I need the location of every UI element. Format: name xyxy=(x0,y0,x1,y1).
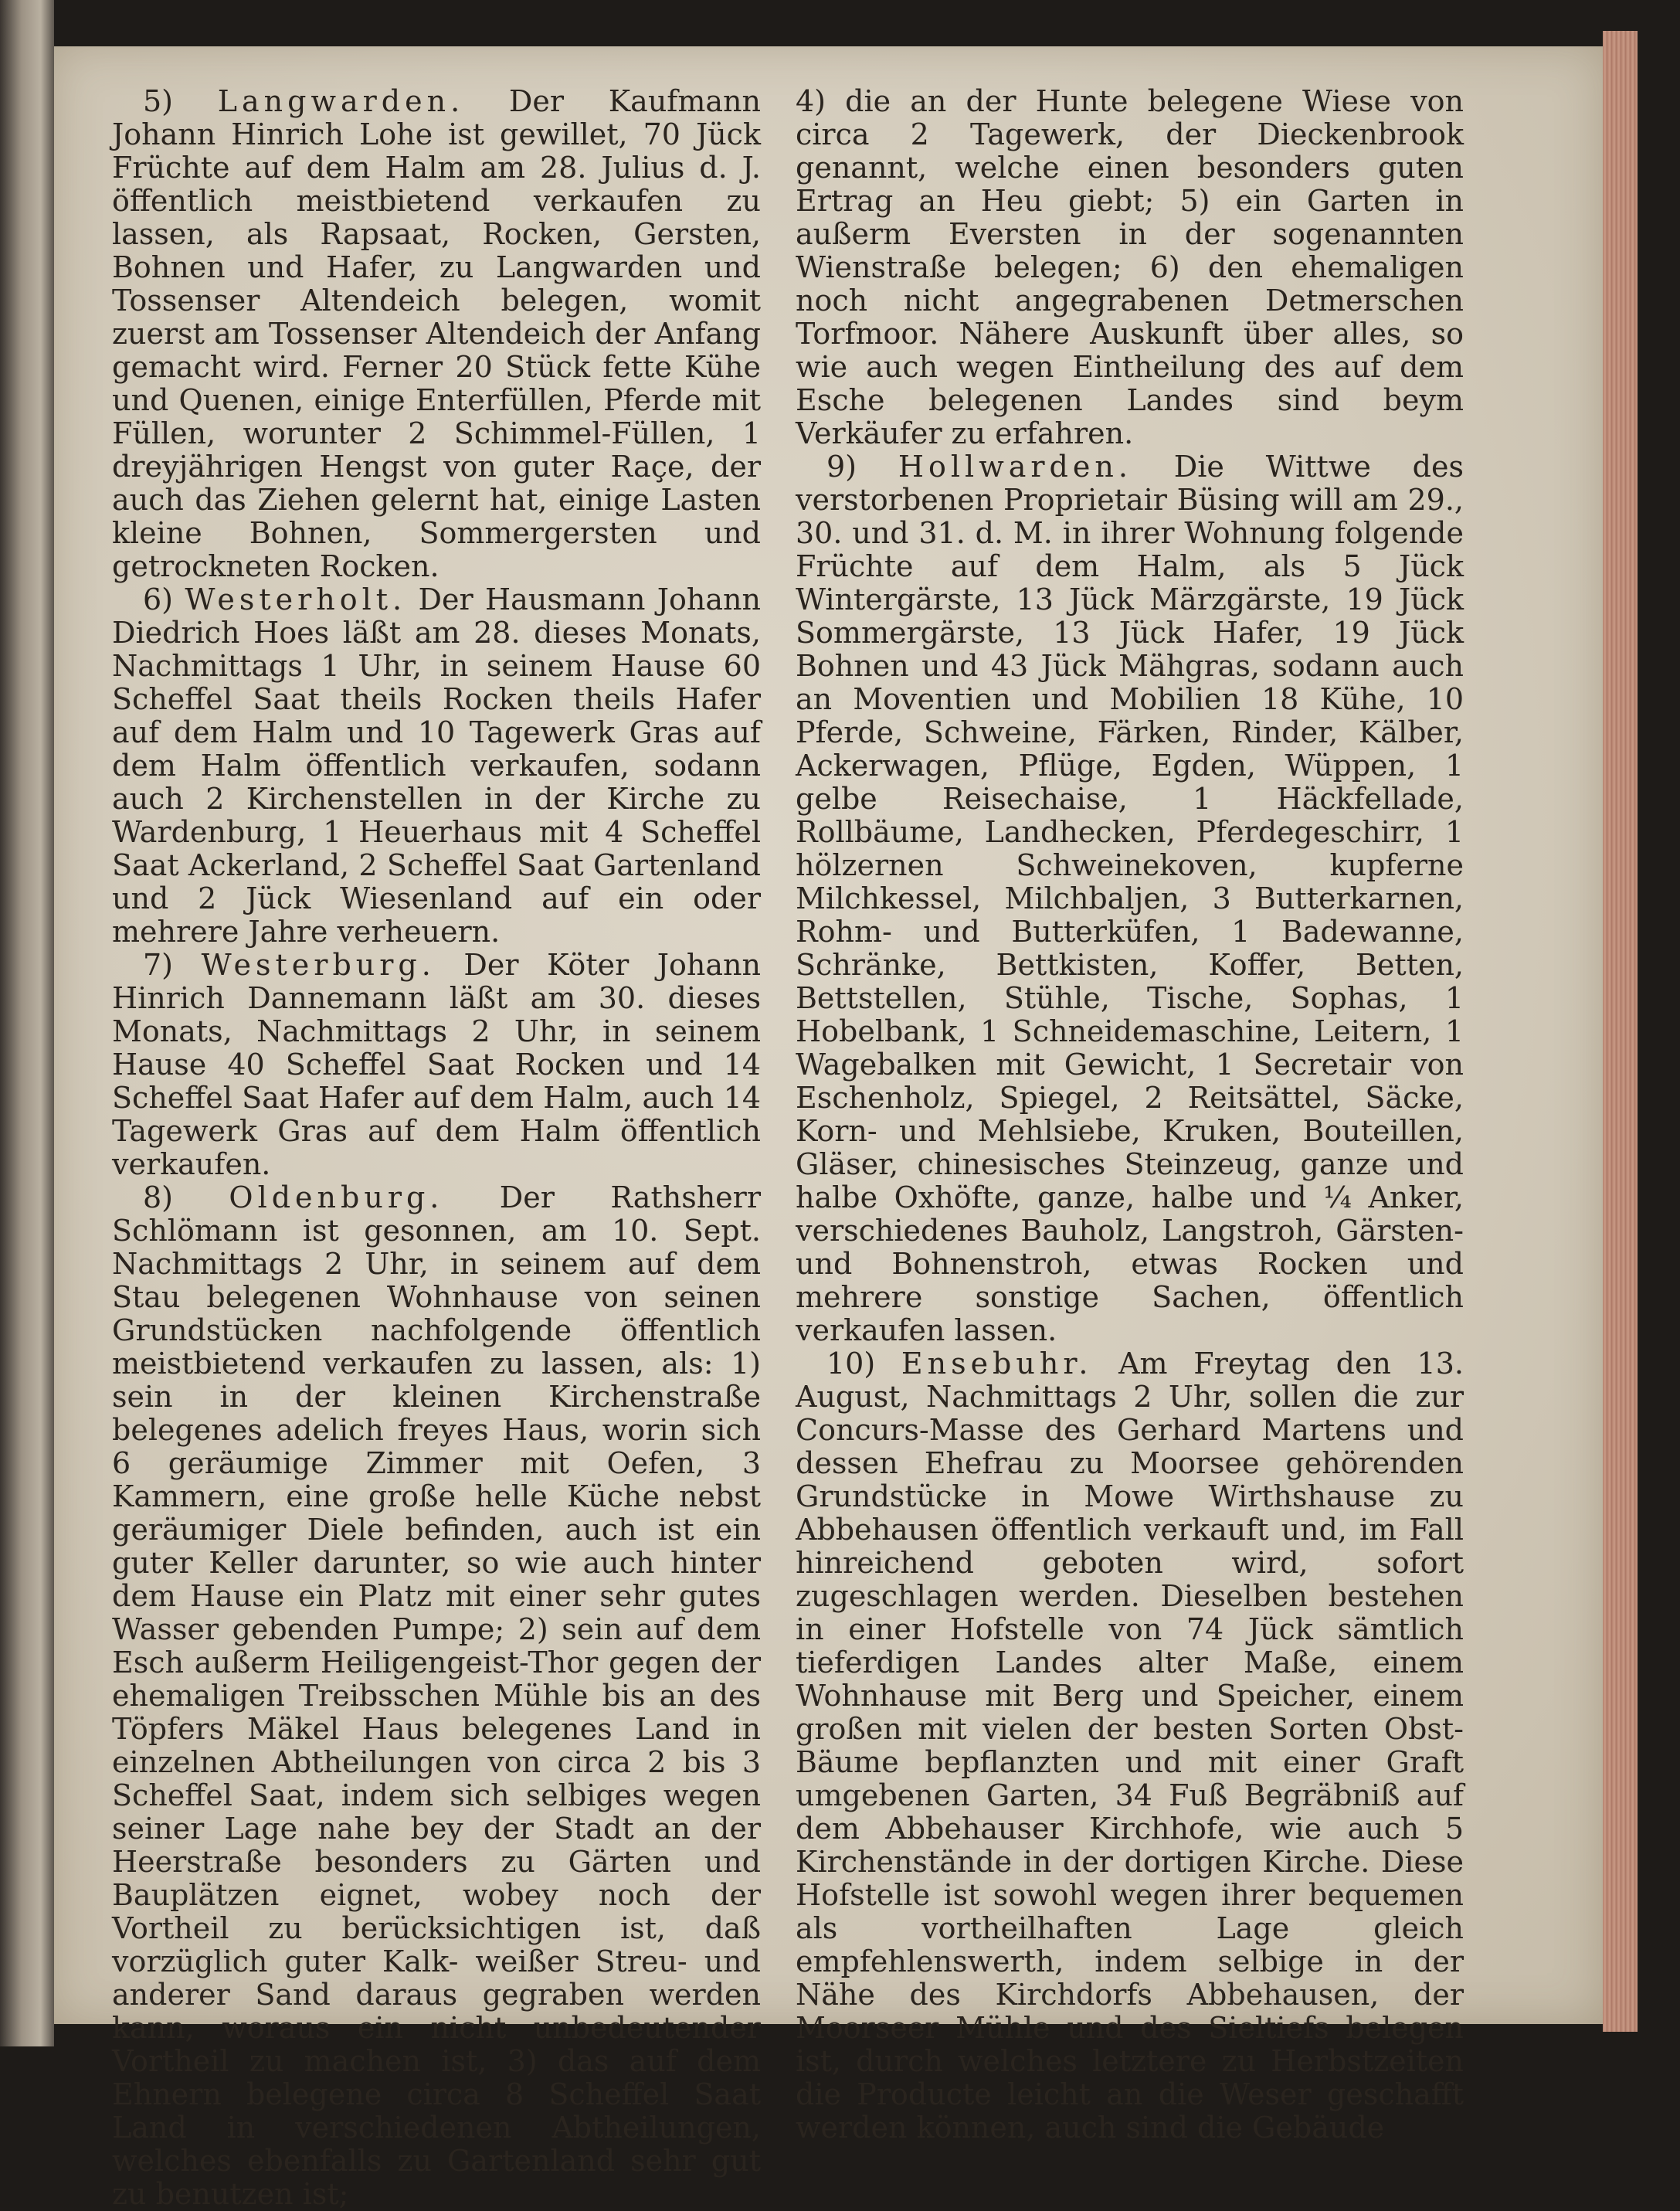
item-number: 9) xyxy=(826,450,857,484)
paragraph xyxy=(112,85,761,583)
paragraph-text: Der Kaufmann Johann Hinrich Lohe ist gewillet, 70 Jück Früchte auf dem Halm am 28. Julius d. J. öffentlich meistbietend verkaufen zu lassen, als Rapsaat, Rocken, Gersten, Bohnen und Hafer, zu Langwarden und Tossenser Altendeich belegen, womit zuerst am Tossenser Altendeich der Anfang gemacht wird. Ferner 20 Stück fette Kühe und Quenen, einige Enterfüllen, Pferde mit Füllen, worunter 2 Schimmel-Füllen, 1 dreyjährigen Hengst von guter Raçe, der auch das Ziehen gelernt hat, einige Lasten kleine Bohnen, Sommergersten und getrockneten Rocken. xyxy=(112,84,761,583)
paragraph-text: Der Rathsherr Schlömann ist gesonnen, am 10. Sept. Nachmittags 2 Uhr, in seinem auf dem Stau belegenen Wohnhause von seinen Grundstücken nachfolgende öffentlich meistbietend verkaufen zu lassen, als: 1) sein in der kleinen Kirchenstraße belegenes adelich freyes Haus, worin sich 6 geräumige Zimmer mit Oefen, 3 Kammern, eine große helle Küche nebst geräumiger Diele befinden, auch ist ein guter Keller darunter, so wie auch hinter dem Hause ein Platz mit einer sehr gutes Wasser gebenden Pumpe; 2) sein auf dem Esch außerm Heiligengeist-Thor gegen der ehemaligen Treibsschen Mühle bis an des Töpfers Mäkel Haus belegenes Land in einzelnen Abtheilungen von circa 2 bis 3 Scheffel Saat, indem sich selbiges wegen seiner Lage nahe bey der Stadt an der Heerstraße besonders zu Gärten und Bauplätzen eignet, wobey noch der Vortheil zu berücksichtigen ist, daß vorzüglich guter Kalk- weißer Streu- und anderer Sand daraus gegraben werden kann, woraus ein nicht unbedeutender Vortheil zu machen ist, 3) das auf dem Ehnern belegene circa 8 Scheffel Saat Land in verschiedenen Abtheilungen, welches ebenfalls zu Gartenland sehr gut zu benutzen ist; xyxy=(112,1180,761,2211)
paragraph xyxy=(112,583,761,949)
place-name: Hollwarden. xyxy=(898,450,1132,484)
item-number: 5) xyxy=(143,84,174,118)
item-number: 10) xyxy=(826,1347,876,1381)
paragraph xyxy=(112,1181,761,2211)
item-number: 8) xyxy=(143,1180,174,1214)
paragraph-text: Der Hausmann Johann Diedrich Hoes läßt am 28. dieses Monats, Nachmittags 1 Uhr, in seinem Hause 60 Scheffel Saat theils Rocken theils Hafer auf dem Halm und 10 Tagewerk Gras auf dem Halm öffentlich verkaufen, sodann auch 2 Kirchenstellen in der Kirche zu Wardenburg, 1 Heuerhaus mit 4 Scheffel Saat Ackerland, 2 Scheffel Saat Gartenland und 2 Jück Wiesenland auf ein oder mehrere Jahre verheuern. xyxy=(112,582,761,949)
paragraph-text: 4) die an der Hunte belegene Wiese von circa 2 Tagewerk, der Dieckenbrook genannt, welche einen besonders guten Ertrag an Heu giebt; 5) ein Garten in außerm Eversten in der sogenannten Wienstraße belegen; 6) den ehemaligen noch nicht angegrabenen Detmerschen Torfmoor. Nähere Auskunft über alles, so wie auch wegen Eintheilung des auf dem Esche belegenen Landes sind beym Verkäufer zu erfahren. xyxy=(796,84,1464,450)
place-name: Langwarden. xyxy=(217,84,465,118)
right-column xyxy=(796,85,1464,2145)
left-column xyxy=(112,85,761,2211)
paragraph xyxy=(796,1347,1464,2145)
place-name: Westerholt. xyxy=(185,582,407,616)
paragraph-text: Am Freytag den 13. August, Nachmittags 2 Uhr, sollen die zur Concurs-Masse des Gerhard Martens und dessen Ehefrau zu Moorsee gehörenden Grundstücke in Mowe Wirthshause zu Abbehausen öffentlich verkauft und, im Fall hinreichend geboten wird, sofort zugeschlagen werden. Dieselben bestehen in einer Hofstelle von 74 Jück sämtlich tieferdigen Landes alter Maße, einem Wohnhause mit Berg und Speicher, einem großen mit vielen der besten Sorten Obst-Bäume bepflanzten und mit einer Graft umgebenen Garten, 34 Fuß Begräbniß auf dem Abbehauser Kirchhofe, wie auch 5 Kirchenstände in der dortigen Kirche. Diese Hofstelle ist sowohl wegen ihrer bequemen als vortheilhaften Lage gleich empfehlenswerth, indem selbige in der Nähe des Kirchdorfs Abbehausen, der Moorseer Mühle und des Sieltiefs belegen ist, durch welches letztere zu Herbstzeiten die Producte leicht an die Weser geschafft werden können, auch sind die Gebäude xyxy=(796,1347,1464,2145)
page-edges xyxy=(1603,31,1638,2032)
place-name: Ensebuhr. xyxy=(901,1347,1093,1381)
place-name: Westerburg. xyxy=(201,948,436,982)
book-gutter xyxy=(0,0,54,2046)
paragraph xyxy=(796,450,1464,1347)
place-name: Oldenburg. xyxy=(229,1180,444,1214)
paragraph xyxy=(796,85,1464,450)
item-number: 6) xyxy=(143,582,174,616)
item-number: 7) xyxy=(143,948,174,982)
paragraph-text: Der Köter Johann Hinrich Dannemann läßt am 30. dieses Monats, Nachmittags 2 Uhr, in seinem Hause 40 Scheffel Saat Rocken und 14 Scheffel Saat Hafer auf dem Halm, auch 14 Tagewerk Gras auf dem Halm öffentlich verkaufen. xyxy=(112,948,761,1181)
paragraph-text: Die Wittwe des verstorbenen Proprietair Büsing will am 29., 30. und 31. d. M. in ihrer Wohnung folgende Früchte auf dem Halm, als 5 Jück Wintergärste, 13 Jück Märzgärste, 19 Jück Sommergärste, 13 Jück Hafer, 19 Jück Bohnen und 43 Jück Mähgras, sodann auch an Moventien und Mobilien 18 Kühe, 10 Pferde, Schweine, Färken, Rinder, Kälber, Ackerwagen, Pflüge, Egden, Wüppen, 1 gelbe Reisechaise, 1 Häckfellade, Rollbäume, Landhecken, Pferdegeschirr, 1 hölzernen Schweinekoven, kupferne Milchkessel, Milchbaljen, 3 Butterkarnen, Rohm- und Butterküfen, 1 Badewanne, Schränke, Bettkisten, Koffer, Betten, Bettstellen, Stühle, Tische, Sophas, 1 Hobelbank, 1 Schneidemaschine, Leitern, 1 Wagebalken mit Gewicht, 1 Secretair von Eschenholz, Spiegel, 2 Reitsättel, Säcke, Korn- und Mehlsiebe, Kruken, Bouteillen, Gläser, chinesisches Steinzeug, ganze und halbe Oxhöfte, ganze, halbe und ¼ Anker, verschiedenes Bauholz, Langstroh, Gärsten- und Bohnenstroh, etwas Rocken und mehrere sonstige Sachen, öffentlich verkaufen lassen. xyxy=(796,450,1464,1347)
paragraph xyxy=(112,949,761,1181)
